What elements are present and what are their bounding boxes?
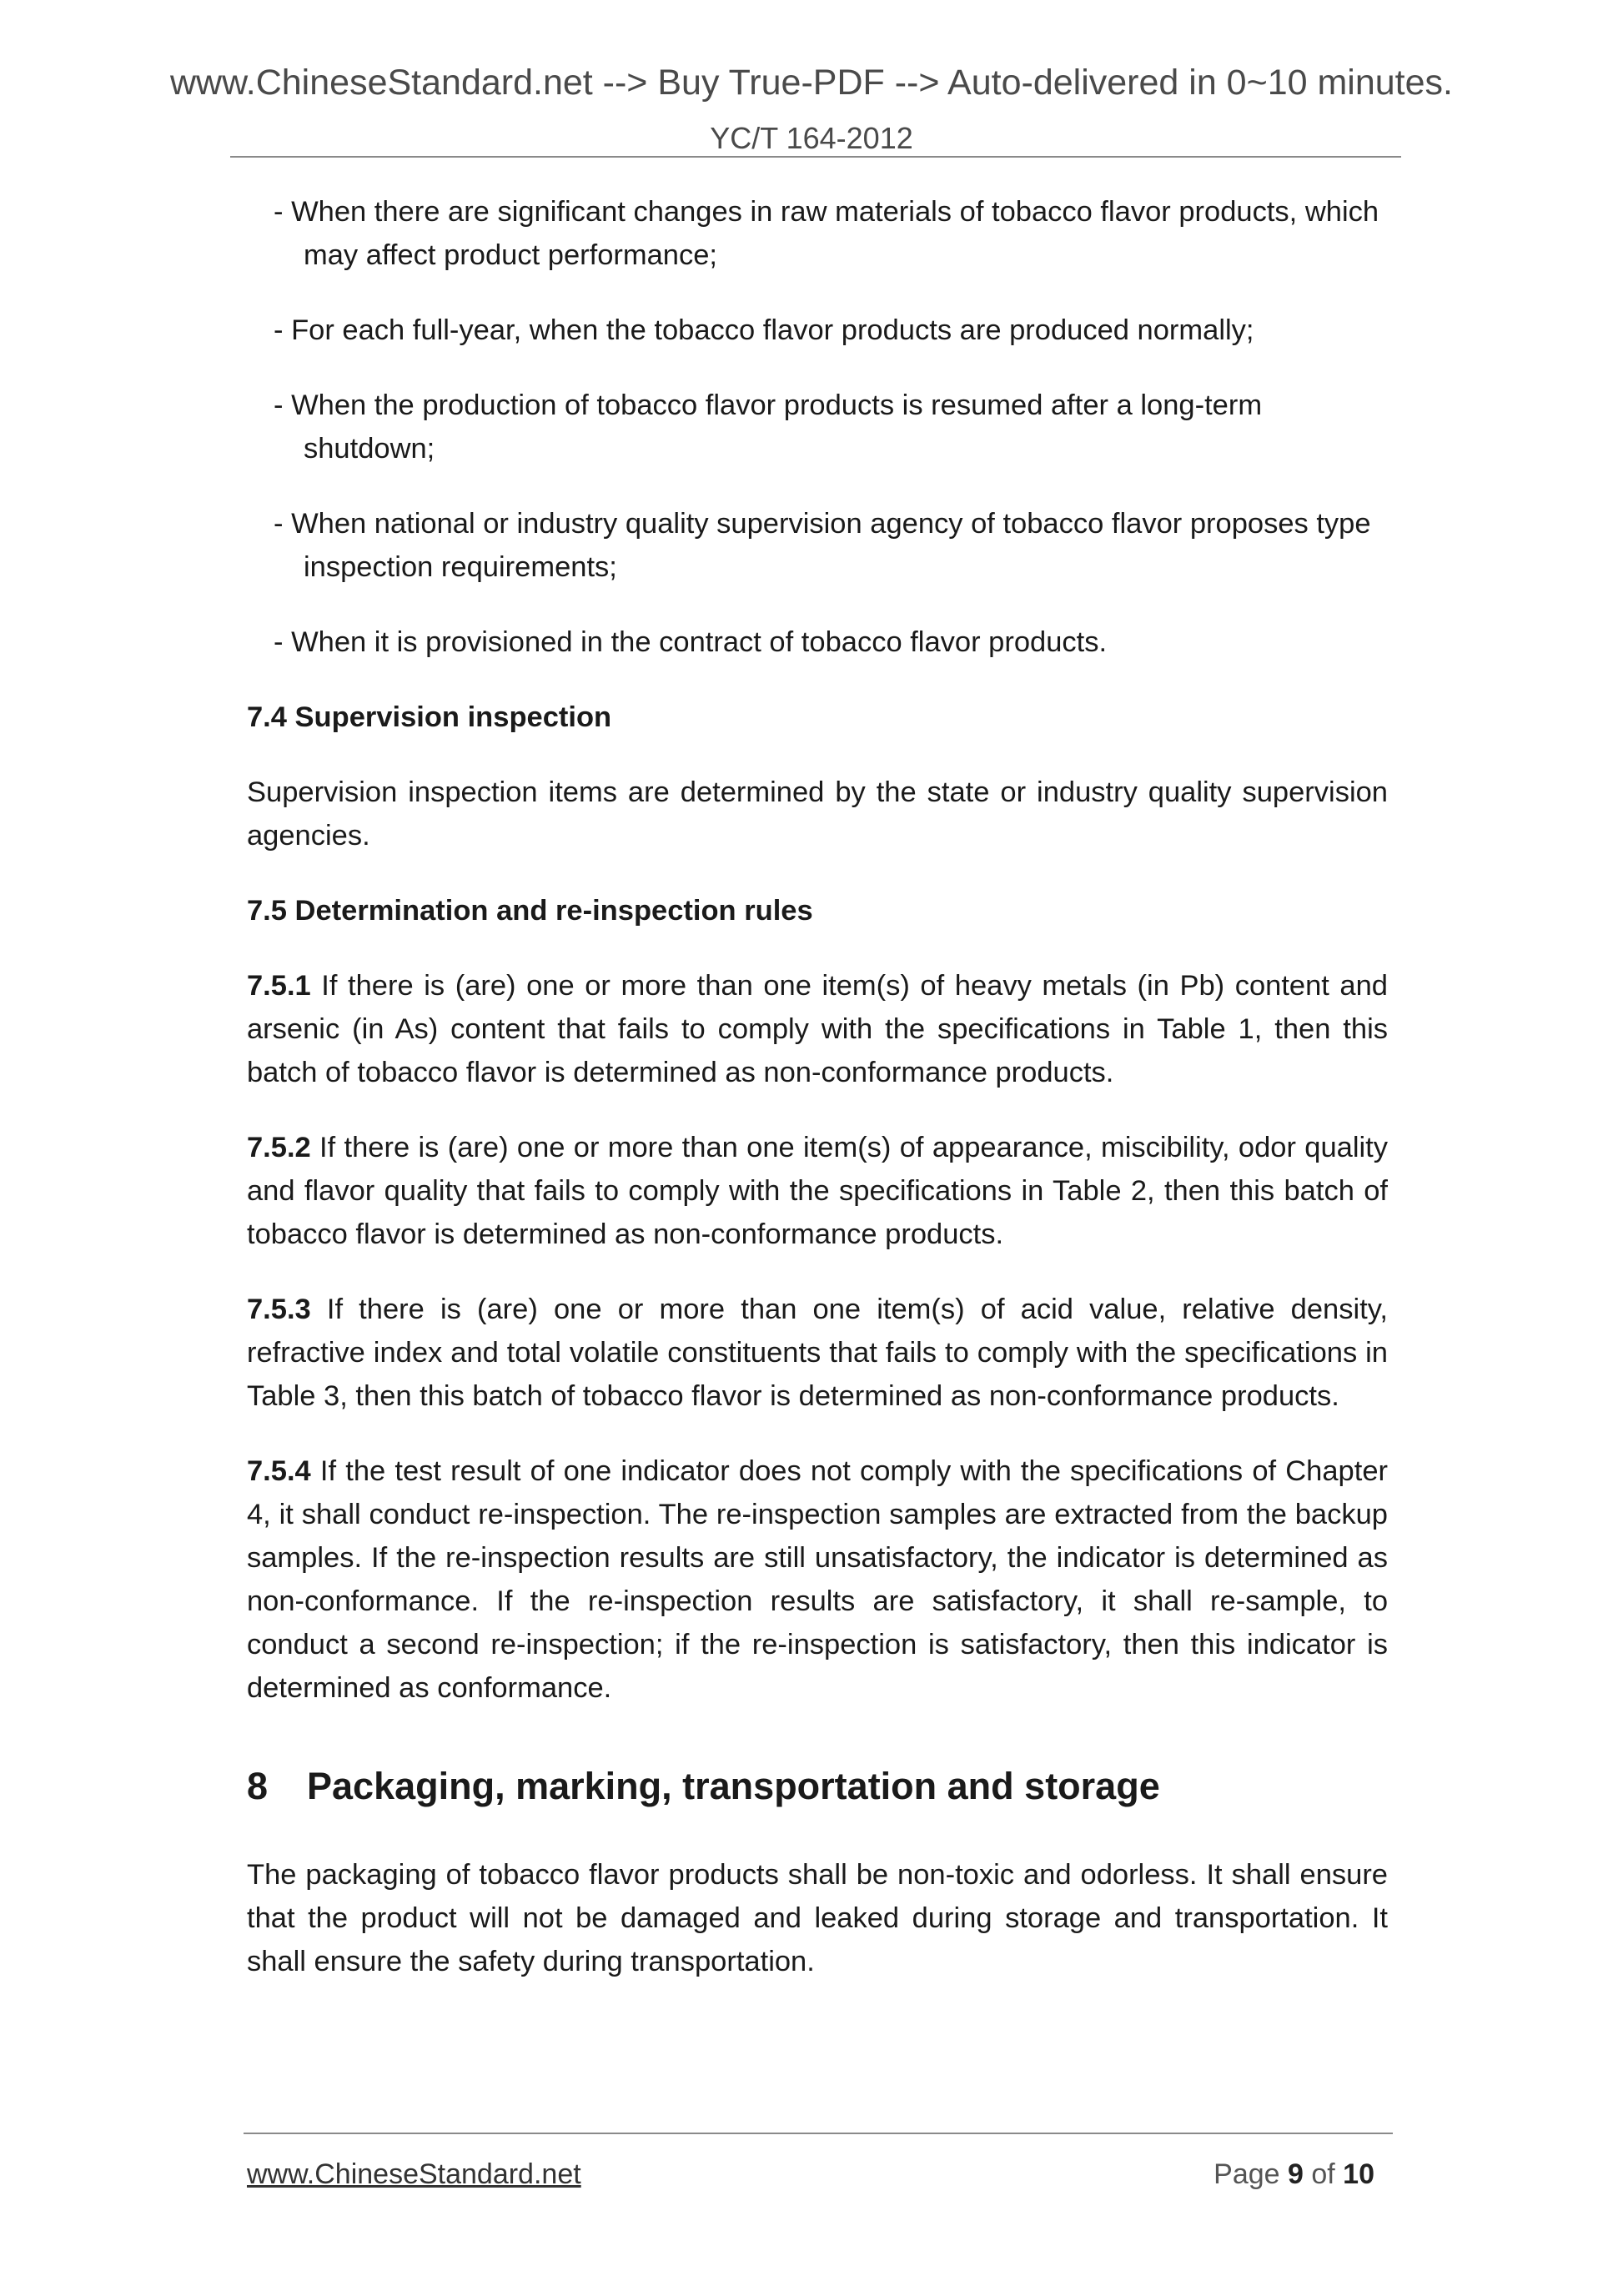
clause-text: If there is (are) one or more than one item(s) of acid value, relative density, refractive index and total volatile constituents that fails to comply with the specifications in Table 3, then this batch of tobacco flavor is determined as non-conformance products. bbox=[247, 1294, 1388, 1412]
clause-text: If there is (are) one or more than one item(s) of heavy metals (in Pb) content and arsenic (in As) content that fails to comply with the specifications in Table 1, then this batch of tobacco flavor is determined as non-conformance products. bbox=[247, 970, 1388, 1088]
clause-text: If the test result of one indicator does not comply with the specifications of Chapter 4, it shall conduct re-inspection. The re-inspection samples are extracted from the backup samples. If the re-inspection results are still unsatisfactory, the indicator is determined as non-conformance. If the re-inspection results are satisfactory, it shall re-sample, to conduct a second re-inspection; if the re-inspection is satisfactory, then this indicator is determined as conformance. bbox=[247, 1455, 1388, 1704]
bullet-item: - When there are significant changes in raw materials of tobacco flavor products, which may affect product performance; bbox=[274, 196, 1379, 271]
clause-number: 7.5.2 bbox=[247, 1132, 311, 1163]
chapter-title: Packaging, marking, transportation and storage bbox=[307, 1765, 1160, 1807]
bullet-item: - When it is provisioned in the contract of tobacco flavor products. bbox=[274, 626, 1108, 658]
page-content bbox=[247, 190, 1388, 2015]
document-id: YC/T 164-2012 bbox=[710, 121, 913, 155]
footer-website-link[interactable]: www.ChineseStandard.net bbox=[247, 2158, 581, 2190]
page-label: Page bbox=[1213, 2158, 1288, 2190]
clause-text: If there is (are) one or more than one item(s) of appearance, miscibility, odor quality and flavor quality that fails to comply with the specifications in Table 2, then this batch of tobacco flavor is determined as non-conformance products. bbox=[247, 1132, 1388, 1250]
header-divider bbox=[230, 156, 1401, 158]
clause-7-5-4 bbox=[247, 1449, 1388, 1710]
clause-number: 7.5.4 bbox=[247, 1455, 311, 1487]
clause-number: 7.5.3 bbox=[247, 1294, 311, 1325]
chapter-number: 8 bbox=[247, 1765, 269, 1807]
bullet-item: - For each full-year, when the tobacco flavor products are produced normally; bbox=[274, 314, 1254, 346]
clause-7-5-1 bbox=[247, 964, 1388, 1094]
page-current: 9 bbox=[1288, 2158, 1304, 2190]
page-total: 10 bbox=[1343, 2158, 1374, 2190]
chapter-heading-8 bbox=[247, 1761, 1388, 1811]
section-text-7-4: Supervision inspection items are determined by the state or industry quality supervision agencies. bbox=[247, 776, 1388, 852]
bullet-item: - When the production of tobacco flavor products is resumed after a long-term shutdown; bbox=[274, 389, 1263, 465]
header-banner: www.ChineseStandard.net --> Buy True-PDF --> Auto-delivered in 0~10 minutes. bbox=[169, 63, 1453, 103]
page-number bbox=[1213, 2158, 1374, 2192]
bullet-item: - When national or industry quality supervision agency of tobacco flavor proposes type inspection requirements; bbox=[274, 508, 1371, 583]
clause-7-5-3 bbox=[247, 1288, 1388, 1418]
section-heading-7-5: 7.5 Determination and re-inspection rules bbox=[247, 895, 813, 927]
clause-7-5-2 bbox=[247, 1126, 1388, 1256]
chapter-text-8: The packaging of tobacco flavor products shall be non-toxic and odorless. It shall ensure that the product will not be damaged and leaked during storage and transportation. It shall ensure the safety during transportation. bbox=[247, 1859, 1388, 1977]
page-of-label: of bbox=[1303, 2158, 1344, 2190]
clause-number: 7.5.1 bbox=[247, 970, 311, 1002]
footer-divider bbox=[244, 2133, 1393, 2134]
section-heading-7-4: 7.4 Supervision inspection bbox=[247, 701, 612, 733]
